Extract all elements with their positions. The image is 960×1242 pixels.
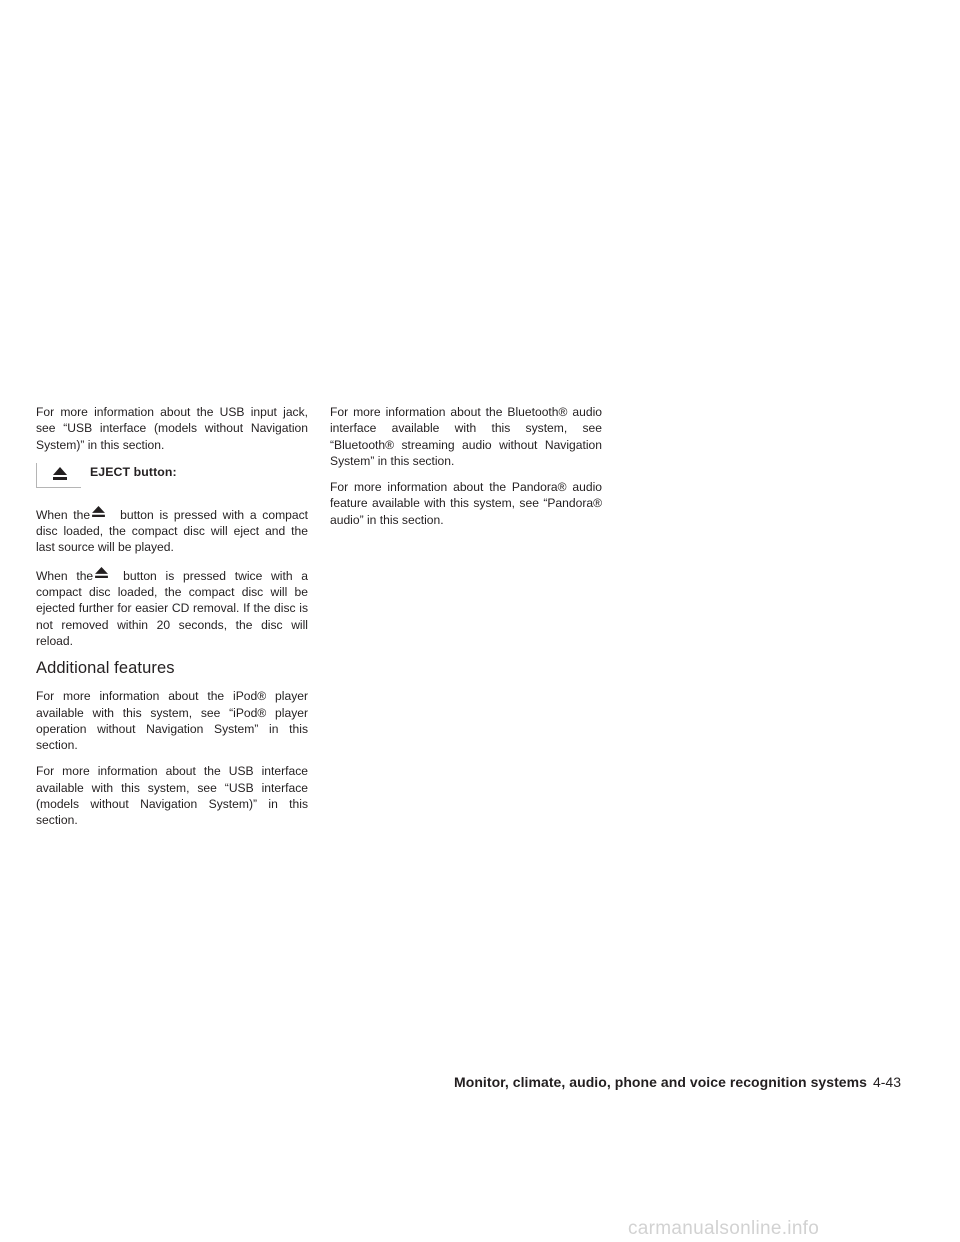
- pandora-paragraph: For more information about the Pandora® audio feature available with this system, see “Pandora® audio” in this section.: [330, 480, 602, 527]
- section-heading-additional-features: Additional features: [36, 659, 175, 678]
- left-column: [36, 404, 308, 839]
- eject-paragraph-2: [36, 566, 308, 649]
- eject-label: EJECT button:: [90, 464, 177, 479]
- page-footer: [454, 1074, 901, 1090]
- usb-interface-paragraph: For more information about the USB interface available with this system, see “USB interface (models without Navigation System)” in this section.: [36, 764, 308, 828]
- eject-icon: [95, 567, 108, 578]
- eject-icon: [92, 506, 105, 517]
- right-column: [330, 404, 602, 538]
- inline-eject-icon-2: [95, 566, 113, 582]
- watermark: carmanualsonline.info: [628, 1218, 820, 1239]
- eject-p1-lead: When the: [36, 507, 91, 522]
- usb-jack-paragraph: For more information about the USB input jack, see “USB interface (models without Navigation System)” in this section.: [36, 405, 308, 452]
- bluetooth-paragraph: For more information about the Bluetooth® audio interface available with this system, see “Bluetooth® streaming audio without Navigation System” in this section.: [330, 405, 602, 468]
- footer-page-number: 4-43: [872, 1074, 901, 1090]
- eject-p2-rest: button is pressed twice with a compact disc loaded, the compact disc will be ejected further for easier CD removal. If the disc is not removed within 20 seconds, the disc will reload.: [36, 568, 309, 648]
- eject-p2-lead: When the: [36, 568, 94, 583]
- inline-eject-icon-1: [92, 505, 110, 521]
- eject-paragraph-1: [36, 505, 308, 556]
- footer-section-title: Monitor, climate, audio, phone and voice recognition systems: [454, 1074, 867, 1090]
- eject-p1-rest: button is pressed with a compact disc loaded, the compact disc will eject and the last source will be played.: [36, 507, 309, 555]
- ipod-paragraph: For more information about the iPod® player available with this system, see “iPod® player operation without Navigation System” in this section.: [36, 689, 308, 753]
- eject-icon-box: [36, 463, 81, 488]
- eject-icon: [53, 467, 67, 480]
- eject-button-heading: [36, 463, 308, 493]
